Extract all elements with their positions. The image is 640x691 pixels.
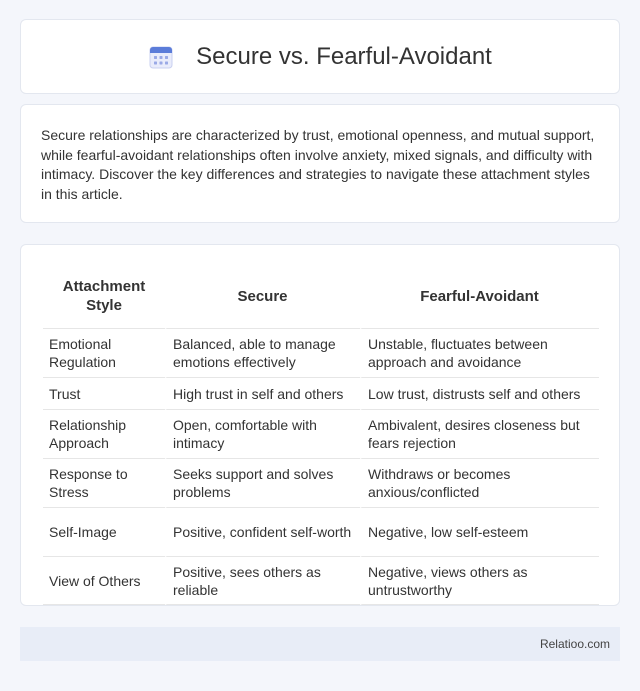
intro-text: Secure relationships are characterized by trust, emotional openness, and mutual support, while fearful-avoidant relationships often involve anxiety, mixed signals, and difficulty with intimacy. Discover the key differences and strategies to navigate these attachment styles in this article. [41, 127, 595, 202]
comparison-table-card [20, 244, 620, 606]
calendar-icon [148, 44, 174, 70]
table-row [43, 458, 599, 507]
header-attachment-style: Attachment Style [62, 278, 146, 314]
table-header-row [43, 264, 599, 328]
header-card [20, 19, 620, 94]
fearful-avoidant-cell: Negative, views others as untrustworthy [360, 556, 599, 605]
fearful-avoidant-cell: Low trust, distrusts self and others [360, 377, 599, 409]
footer-brand[interactable]: Relatioo.com [539, 637, 610, 651]
footer [20, 627, 620, 661]
row-label: View of Others [43, 556, 165, 605]
secure-cell: Balanced, able to manage emotions effectively [165, 328, 360, 377]
row-label: Trust [43, 377, 165, 409]
row-label: Self-Image [43, 507, 165, 556]
table-row [43, 507, 599, 556]
table-row [43, 556, 599, 605]
secure-cell: Positive, sees others as reliable [165, 556, 360, 605]
page-title: Secure vs. Fearful-Avoidant [196, 42, 492, 70]
row-label: Response to Stress [43, 458, 165, 507]
fearful-avoidant-cell: Ambivalent, desires closeness but fears rejection [360, 409, 599, 458]
header-secure: Secure [237, 287, 288, 305]
secure-cell: High trust in self and others [165, 377, 360, 409]
fearful-avoidant-cell: Withdraws or becomes anxious/conflicted [360, 458, 599, 507]
comparison-table [43, 264, 599, 605]
fearful-avoidant-cell: Unstable, fluctuates between approach and avoidance [360, 328, 599, 377]
row-label: Emotional Regulation [43, 328, 165, 377]
fearful-avoidant-cell: Negative, low self-esteem [360, 507, 599, 556]
table-row [43, 328, 599, 377]
secure-cell: Seeks support and solves problems [165, 458, 360, 507]
secure-cell: Open, comfortable with intimacy [165, 409, 360, 458]
intro-card [20, 104, 620, 223]
title-wrap [148, 43, 492, 71]
secure-cell: Positive, confident self-worth [165, 507, 360, 556]
row-label: Relationship Approach [43, 409, 165, 458]
header-fearful-avoidant: Fearful-Avoidant [420, 287, 539, 305]
table-row [43, 377, 599, 409]
table-row [43, 409, 599, 458]
